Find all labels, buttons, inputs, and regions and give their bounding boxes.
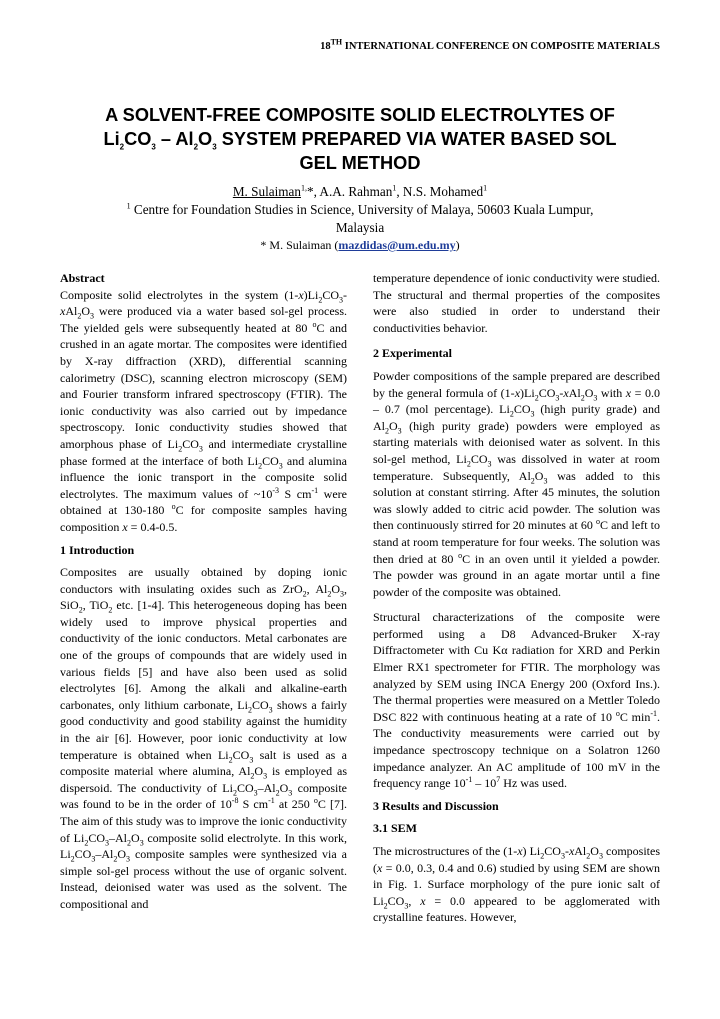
first-author: M. Sulaiman — [232, 184, 301, 199]
experimental-heading: 2 Experimental — [373, 346, 452, 361]
introduction-heading: 1 Introduction — [60, 542, 135, 557]
email-link[interactable]: mazdidas@um.edu.my — [338, 238, 456, 252]
conference-header: 18TH INTERNATIONAL CONFERENCE ON COMPOSITE MATERIALS — [320, 37, 660, 52]
corresponding-author: * M. Sulaiman (mazdidas@um.edu.my) — [260, 238, 460, 252]
left-column — [60, 270, 347, 913]
experimental-text-2: Structural characterizations of the composite were performed using a D8 Advanced-Bruker X-ray Diffractometer with Cu Kα radiation for XRD and Perkin Elmer RX1 spectrometer for FTIR. The morphology was analyzed by SEM using INCA Energy 200 (Oxford Ins.). The thermal properties were measured on a Mettler Toledo DSC 822 with continuous heating at a rate of 10 $^o$C $\min^{-1}$. The conductivity measurements were carried out by impedance spectroscopy technique on a Solatron 1260 impedance analyzer. An AC amplitude of 100 mV in the frequency range $10^{-1} - 10^7$ Hz was used. — [373, 610, 660, 791]
right-column — [373, 270, 660, 926]
title-line-1: A SOLVENT-FREE COMPOSITE SOLID ELECTROLYTES OF — [105, 105, 615, 125]
intro-continued-text: temperature dependence of ionic conductivity were studied. The structural and thermal properties of the composites were also studied in order to understand their conductivities behavior. — [373, 271, 660, 335]
experimental-text-1: Powder compositions of the sample prepared are described by the general formula of $(1-x)Li_2CO_3-xAl_2O_3$ with x = 0.0 – 0.7 (mol percentage). $Li_2CO_3$ (high purity grade) and $Al_2O_3$ (high purity grade) powders were employed as starting materials with deionised water as solvent. In this sol-gel method, $Li_2CO_3$ was dissolved in water at room temperature. Subsequently, $Al_2O_3$ was added to this solution at constant stirring. After 45 minutes, the solution was slowly added to citric acid powder. The solution was then continuously stirred for 20 minutes at 60 $^o$C and left to stand at room temperature for four weeks. The solution was then dried at 80 $^o$C in an oven until it yielded a powder. The powder was ground in an agate mortar until a fine powder of the composite was obtained. — [373, 368, 660, 599]
title-line-2: $Li_2CO_3 - Al_2O_3$ SYSTEM PREPARED VIA WATER BASED SOL GEL METHOD — [103, 129, 617, 173]
paper-title — [60, 103, 660, 175]
abstract-text: Composite solid electrolytes in the system $(1-x)Li_2CO_3-xAl_2O_3$ were produced via a water based sol-gel process. The yielded gels were subsequently heated at 80 $^o$C and crushed in an agate mortar. The composites were identified by X-ray diffraction (XRD), differential scanning calorimetry (DSC), scanning electron microscopy (SEM) and Fourier transform infrared spectroscopy (FTIR). The ionic conductivity was also carried out by impedance spectroscopy. Ionic conductivity studies showed that amorphous phase of $Li_2CO_3$ and intermediate crystalline phase formed at the interface of both $Li_2CO_3$ and alumina influence the ionic transport in the composite solid electrolytes. The maximum values of $\sim 10^{-3}$ S $cm^{-1}$ were obtained at 130-180 $^o$C for composite samples having composition x = 0.4-0.5. — [60, 287, 348, 534]
results-heading: 3 Results and Discussion — [373, 798, 499, 813]
introduction-text: Composites are usually obtained by doping ionic conductors with insulating oxides such as ZrO$_2$, $Al_2O_3$, SiO$_2$, TiO$_2$ etc. [1-4]. This heterogeneous doping has been widely used to improve physical properties and conductivity of the ionic conductors. Metal carbonates are one of the groups of compounds that are widely used in various fields [5] and have also been used as solid electrolytes [6]. Among the alkali and alkaline-earth carbonates, only lithium carbonate, $Li_2CO_3$ shows a fairly good conductivity and good stability against the humidity in the air [6]. However, poor ionic conductivity at low temperature is obtained when $Li_2CO_3$ salt is used as a composite material where alumina, $Al_2O_3$ is employed as dispersoid. The conductivity of $Li_2CO_3-Al_2O_3$ composite was found to be in the order of $10^{-8}$ S $cm^{-1}$ at 250 $^o$C [7]. The aim of this study was to improve the ionic conductivity of $Li_2CO_3-Al_2O_3$ composite solid electrolyte. In this work, $Li_2CO_3-Al_2O_3$ composite samples were synthesized via a simple sol-gel process without the use of organic solvent. Instead, deionised water was used as the solvent. The compositional and — [60, 565, 348, 911]
abstract-heading: Abstract — [60, 271, 105, 285]
sem-heading: 3.1 SEM — [373, 821, 418, 836]
author-list: M. Sulaiman$^{1,}$*, A.A. Rahman$^1$, N.S. Mohamed$^1$ — [232, 183, 488, 199]
affiliation: $^1$ Centre for Foundation Studies in Science, University of Malaya, 50603 Kuala Lumpur, Malaysia — [126, 201, 594, 235]
sem-text: The microstructures of the (1-x) $Li_2CO_3-xAl_2O_3$ composites (x = 0.0, 0.3, 0.4 and 0.6) studied by using SEM are shown in Fig. 1. Surface morphology of the pure ionic salt of $Li_2CO_3$, x = 0.0 appeared to be agglomerated with crystalline features. However, — [373, 844, 660, 925]
